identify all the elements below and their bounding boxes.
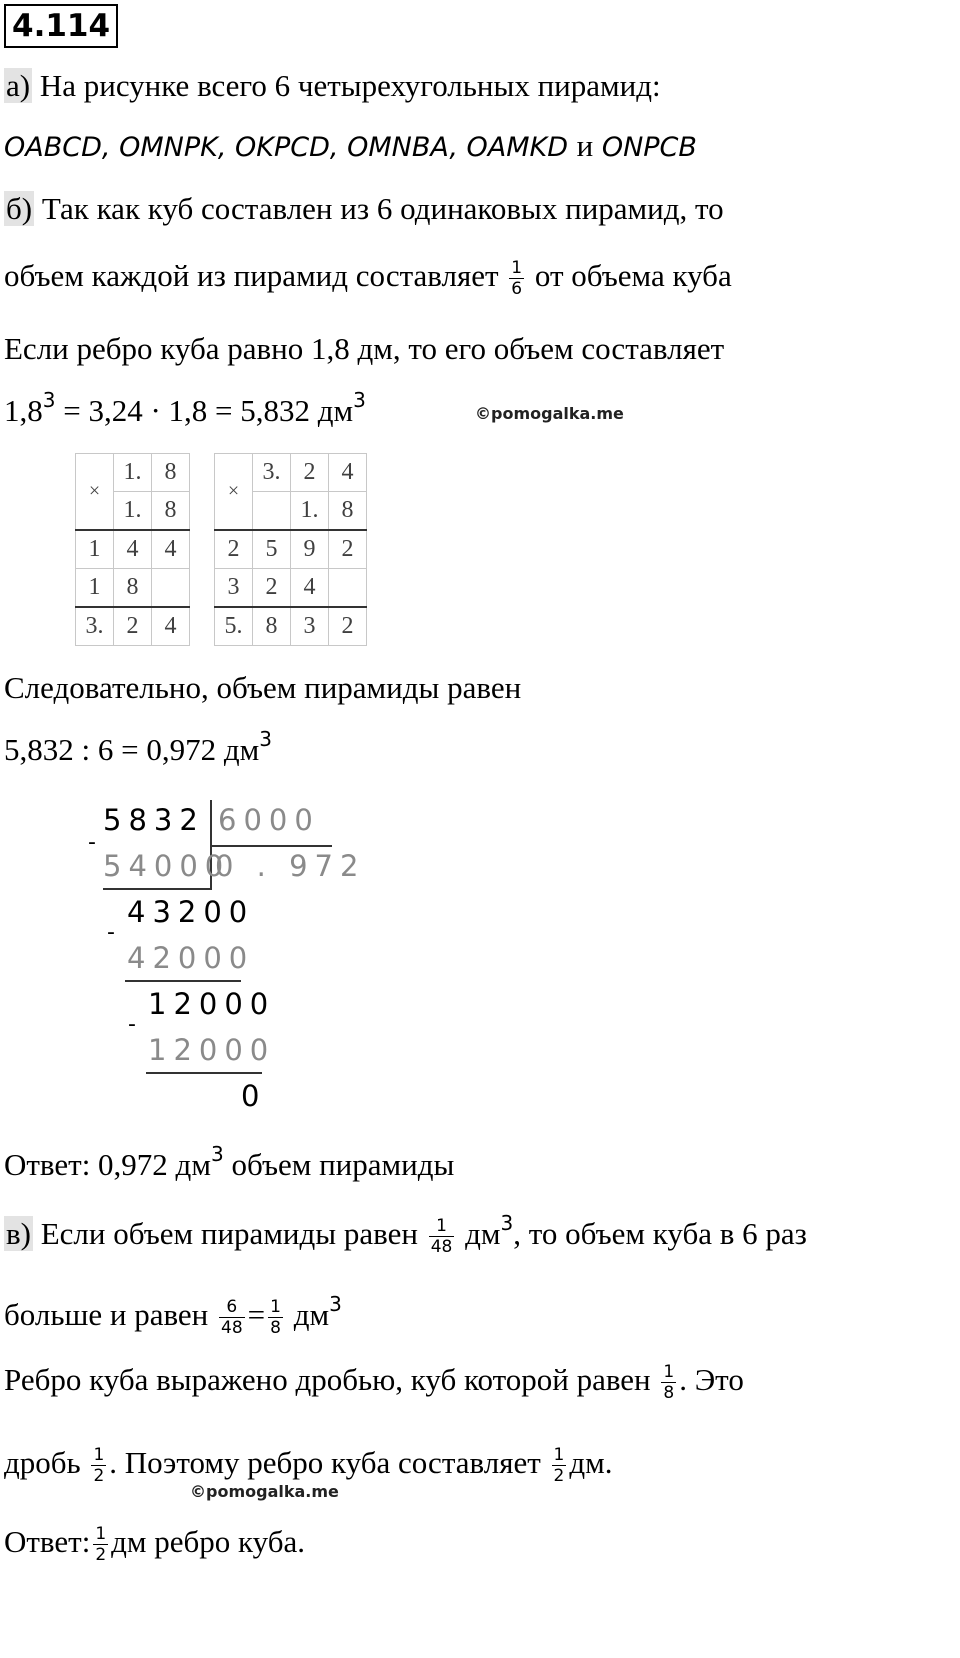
quotient: 0 . 972: [215, 849, 366, 883]
and-word: и: [576, 128, 594, 163]
fraction-one-half: $\frac{1}{2}$: [93, 1445, 105, 1487]
part-c-label: в): [6, 1216, 31, 1251]
part-c-line4: дробь $\frac{1}{2}$ . Поэтому ребро куба составляет $\frac{1}{2}$ дм.: [4, 1445, 613, 1487]
watermark: ©pomogalka.me: [190, 1482, 339, 1501]
division-equation: 5,832 : 6 = 0,972 $дм^3$: [4, 727, 272, 767]
part-c-line3: Ребро куба выражено дробью, куб которой равен $\frac{1}{8}$ . Это: [4, 1362, 744, 1404]
pyramid-name: OMNBA: [347, 132, 450, 163]
underline-3: [146, 1072, 262, 1074]
fraction-one-eighth: $\frac{1}{8}$: [270, 1297, 281, 1339]
part-a-text: На рисунке всего 6 четырехугольных пирамид:: [32, 68, 661, 103]
minus-sign: -: [107, 920, 115, 945]
minus-sign: -: [88, 830, 96, 855]
subtrahend-2: 42000: [127, 941, 255, 975]
dividend: 5832: [103, 803, 205, 837]
underline-2: [125, 980, 241, 982]
pyramid-name: OAMKD: [466, 132, 569, 163]
final-remainder: 0: [241, 1079, 267, 1113]
divisor: 6000: [218, 803, 320, 837]
fraction-one-half: $\frac{1}{2}$: [553, 1445, 565, 1487]
fraction-one-sixth: $\frac{1}{6}$: [511, 258, 523, 300]
pyramid-name: OABCD: [4, 132, 102, 163]
minus-sign: -: [128, 1012, 136, 1037]
part-c-line1: в) Если объем пирамиды равен $\frac{1}{48}$ $дм^3$, то объем куба в 6 раз: [6, 1211, 807, 1258]
problem-number: 4.114: [4, 4, 118, 48]
answer-b: Ответ: 0,972 $дм^3$ объем пирамиды: [4, 1142, 455, 1182]
cube-volume-calc: $1,8^3 = 3,24 \cdot 1,8 = 5,832$ $дм^3$: [4, 388, 366, 428]
part-a-label: а): [6, 68, 31, 103]
fraction-one-48th: $\frac{1}{48}$: [430, 1216, 453, 1258]
part-b-line1: б) Так как куб составлен из 6 одинаковых пирамид, то: [6, 191, 724, 226]
remainder-2: 12000: [148, 987, 276, 1021]
part-b-line2: объем каждой из пирамид составляет $\frac{1}{6}$ от объема куба: [4, 258, 732, 300]
part-c-line2: больше и равен $\frac{6}{48}$ = $\frac{1}{8}$ $дм^3$: [4, 1292, 342, 1339]
times-sign: ×: [215, 454, 253, 531]
subtrahend-3: 12000: [148, 1033, 276, 1067]
division-bracket-horizontal: [210, 845, 332, 847]
times-sign: ×: [76, 454, 114, 531]
pyramid-name: OMNPK: [119, 132, 218, 163]
multiplication-grid-2: × 3. 2 4 1. 8 2 5 9 2 3 2 4 5. 8 3 2: [214, 453, 367, 646]
fraction-six-48ths: $\frac{6}{48}$: [221, 1297, 243, 1339]
pyramid-name: OKPCD: [235, 132, 330, 163]
subtrahend-1: 54000: [103, 849, 231, 883]
remainder-1: 43200: [127, 895, 255, 929]
fraction-one-eighth: $\frac{1}{8}$: [663, 1362, 675, 1404]
part-b-line3: Если ребро куба равно 1,8 дм, то его объем составляет: [4, 331, 725, 366]
part-b-label: б): [6, 191, 33, 226]
watermark: ©pomogalka.me: [475, 404, 624, 423]
underline-1: [103, 888, 210, 890]
multiplication-grid-1: × 1. 8 1. 8 1 4 4 1 8 3. 2 4: [75, 453, 190, 646]
conclusion-text: Следовательно, объем пирамиды равен: [4, 670, 522, 705]
part-a-line1: [4, 66, 661, 106]
answer-c: Ответ: $\frac{1}{2}$ дм ребро куба.: [4, 1524, 306, 1566]
pyramid-list: OABCD, OMNPK, OKPCD, OMNBA, OAMKD и ONPCB: [4, 128, 697, 163]
pyramid-name: ONPCB: [601, 132, 697, 163]
fraction-one-half: $\frac{1}{2}$: [95, 1524, 107, 1566]
